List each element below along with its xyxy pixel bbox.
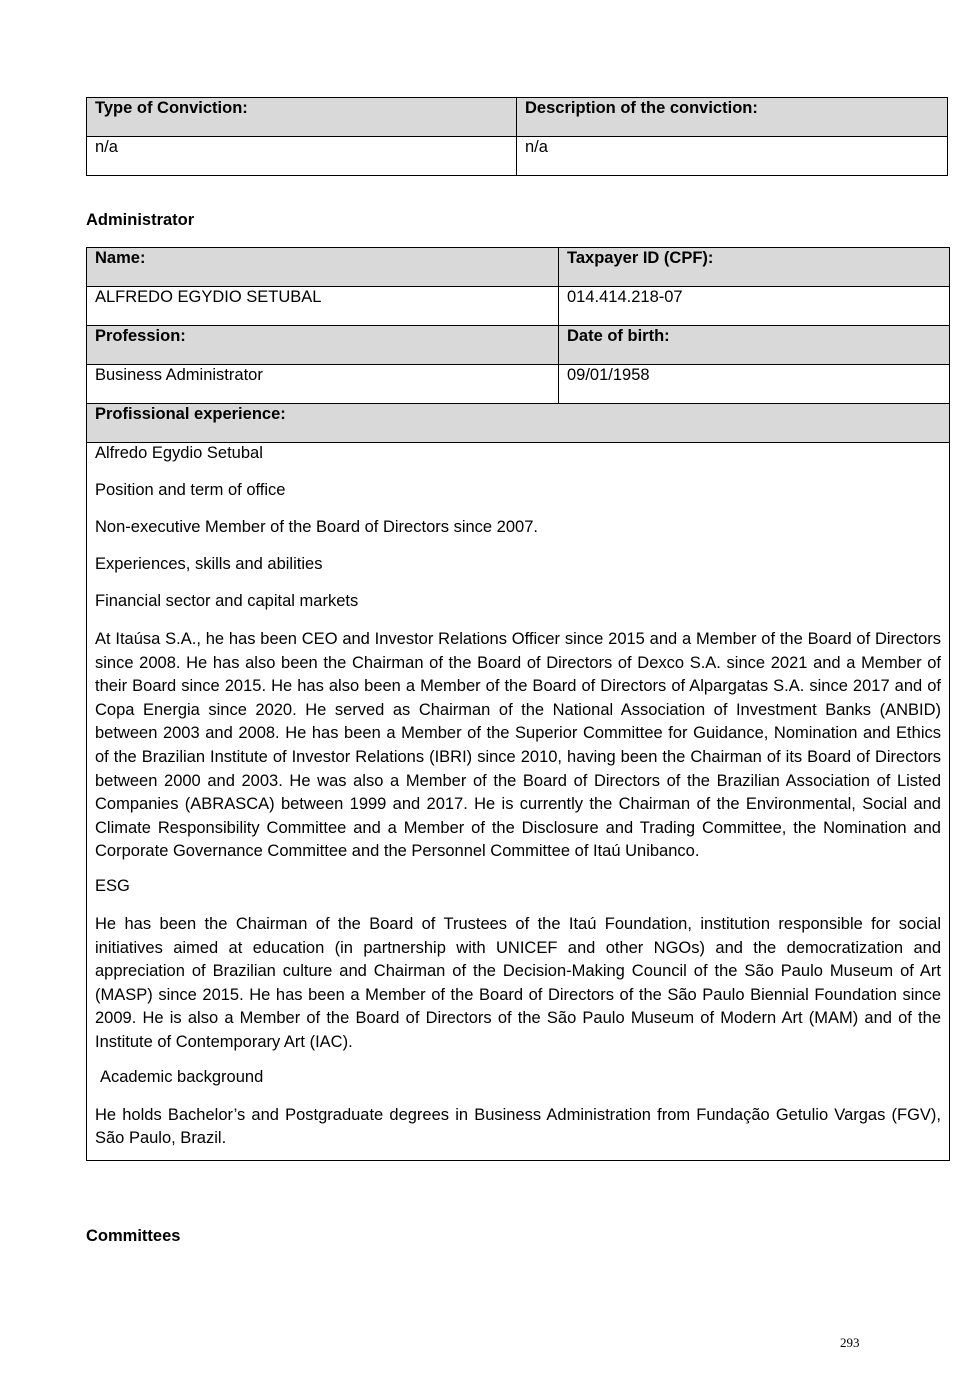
administrator-heading: Administrator <box>86 211 195 229</box>
committees-heading: Committees <box>86 1227 181 1245</box>
cpf-value: 014.414.218-07 <box>559 287 950 326</box>
conviction-table <box>86 97 948 176</box>
experience-content <box>87 443 950 1161</box>
dob-value: 09/01/1958 <box>559 365 950 404</box>
name-value: ALFREDO EGYDIO SETUBAL <box>87 287 559 326</box>
esg-heading: ESG <box>95 876 130 895</box>
name-label: Name: <box>87 248 559 287</box>
administrator-table <box>86 247 950 1161</box>
profession-value: Business Administrator <box>87 365 559 404</box>
academic-text: He holds Bachelor’s and Postgraduate degrees in Business Administration from Fundação Getulio Vargas (FGV), São Paulo, Brazil. <box>95 1105 941 1148</box>
experience-label: Profissional experience: <box>87 404 950 443</box>
academic-heading: Academic background <box>100 1067 264 1086</box>
conviction-type-value: n/a <box>87 137 517 176</box>
skills-heading: Experiences, skills and abilities <box>95 555 323 573</box>
financial-sector-heading: Financial sector and capital markets <box>95 592 359 610</box>
dob-label: Date of birth: <box>559 326 950 365</box>
experience-person-name: Alfredo Egydio Setubal <box>95 444 263 462</box>
financial-sector-text: At Itaúsa S.A., he has been CEO and Investor Relations Officer since 2015 and a Member of the Board of Directors since 2008. He has also been the Chairman of the Board of Directors of Dexco S.A. since 2021 and a Member of their Board since 2015. He has also been a Member of the Board of Directors of Alpargatas S.A. since 2017 and of Copa Energia since 2020. He served as Chairman of the National Association of Investment Banks (ANBID) between 2003 and 2008. He has been a Member of the Superior Committee for Guidance, Nomination and Ethics of the Brazilian Institute of Investor Relations (IBRI) since 2010, having been the Chairman of its Board of Directors between 2000 and 2003. He was also a Member of the Board of Directors of the Brazilian Association of Listed Companies (ABRASCA) between 1999 and 2017. He is currently the Chairman of the Environmental, Social and Climate Responsibility Committee and a Member of the Disclosure and Trading Committee, the Nomination and Corporate Governance Committee and the Personnel Committee of Itaú Unibanco. <box>95 630 941 861</box>
profession-label: Profession: <box>87 326 559 365</box>
position-text: Non-executive Member of the Board of Directors since 2007. <box>95 518 538 536</box>
cpf-label: Taxpayer ID (CPF): <box>559 248 950 287</box>
esg-text: He has been the Chairman of the Board of Trustees of the Itaú Foundation, institution responsible for social initiatives aimed at education (in partnership with UNICEF and other NGOs) and the democratization and appreciation of Brazilian culture and Chairman of the Decision-Making Council of the São Paulo Museum of Art (MASP) since 2015. He has been a Member of the Board of Directors of the São Paulo Biennial Foundation since 2009. He is also a Member of the Board of Directors of the São Paulo Museum of Modern Art (MAM) and of the Institute of Contemporary Art (IAC). <box>95 914 941 1051</box>
conviction-description-value: n/a <box>517 137 948 176</box>
page-number: 293 <box>840 1335 860 1350</box>
position-heading: Position and term of office <box>95 481 286 499</box>
conviction-type-label: Type of Conviction: <box>87 98 517 137</box>
conviction-description-label: Description of the conviction: <box>517 98 948 137</box>
